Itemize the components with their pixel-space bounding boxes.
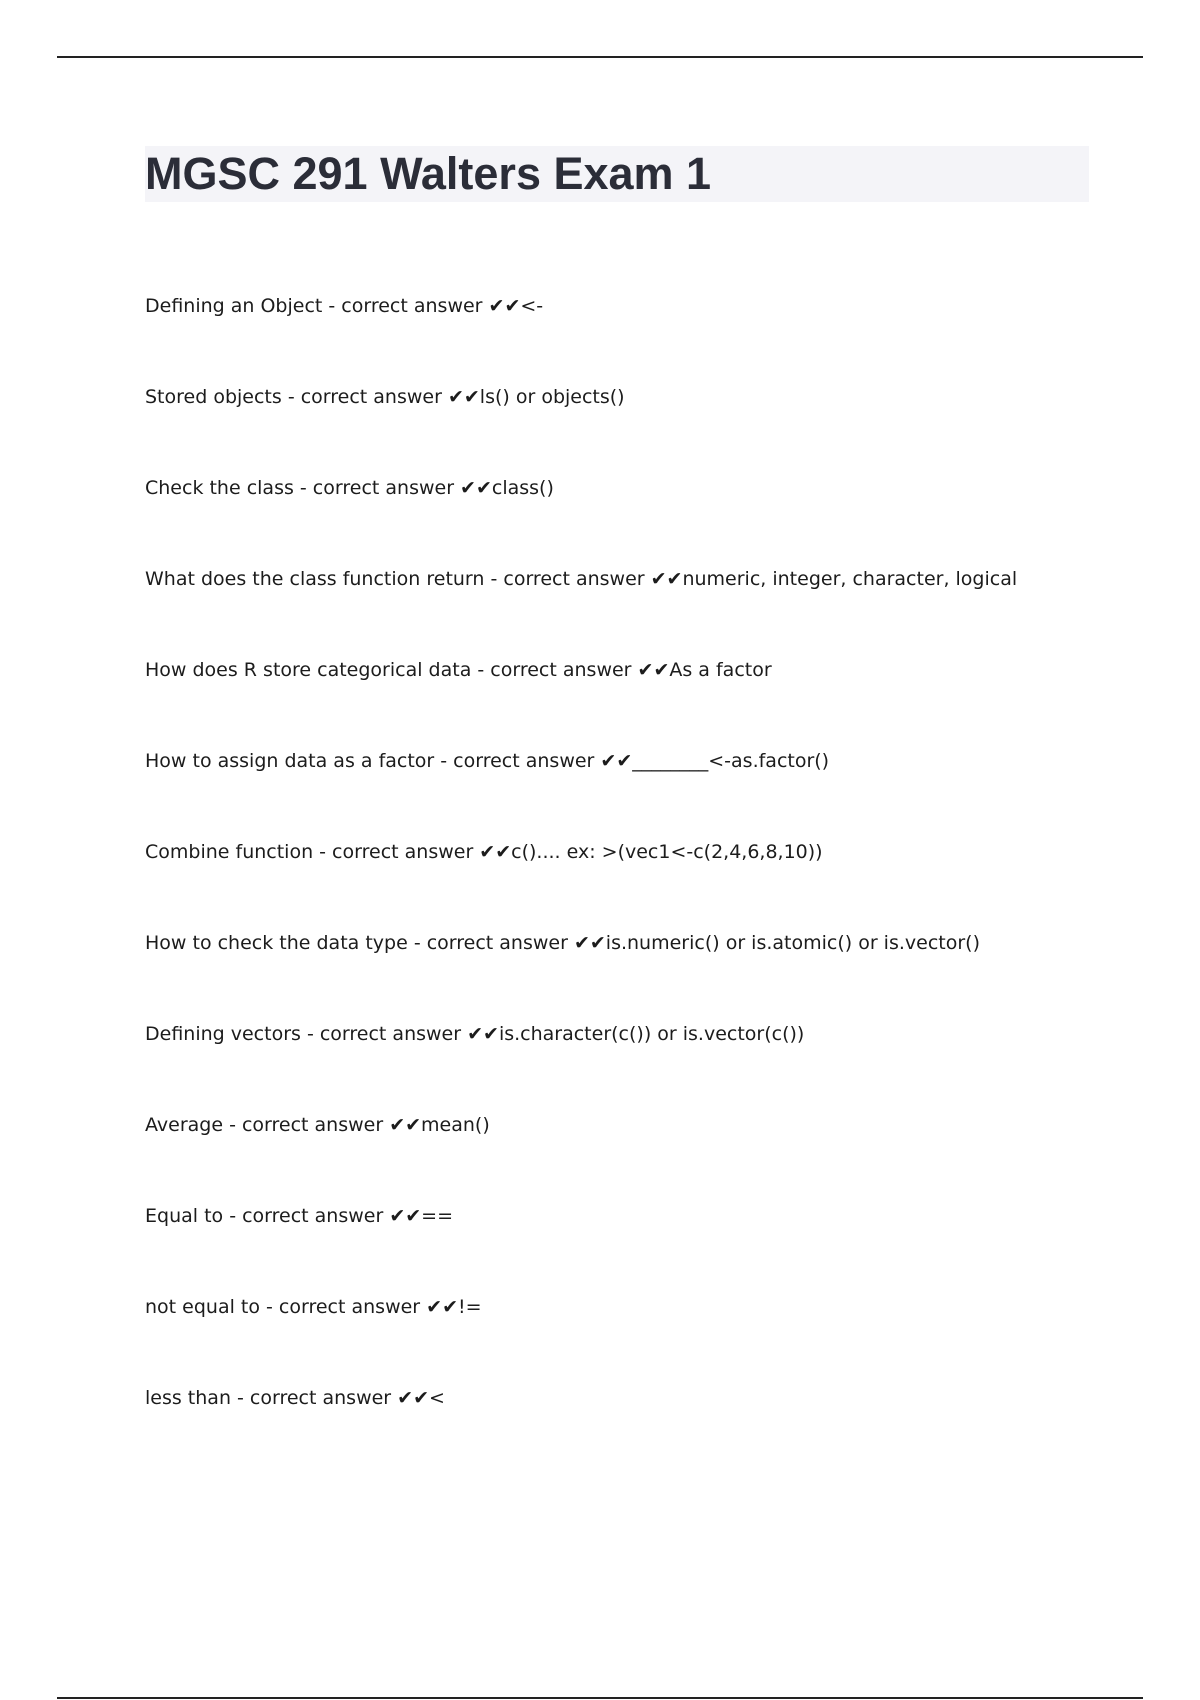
separator-text: - correct answer [471, 659, 638, 681]
separator-text: - correct answer [484, 568, 651, 590]
check-icon: ✔✔ [600, 750, 633, 772]
answer-text: != [458, 1296, 482, 1318]
check-icon: ✔✔ [573, 932, 606, 954]
list-item [145, 931, 1145, 1022]
list-item [145, 1386, 1145, 1477]
list-item [145, 658, 1145, 749]
answer-text: numeric, integer, character, logical [682, 568, 1018, 590]
separator-text: - correct answer [293, 477, 461, 499]
question-text: Defining vectors [145, 1023, 301, 1045]
check-icon: ✔✔ [460, 477, 492, 499]
answer-text: c().... ex: >(vec1<-c(2,4,6,8,10)) [511, 841, 823, 863]
question-text: Equal to [145, 1205, 224, 1227]
answer-text: class() [491, 477, 554, 499]
check-icon: ✔✔ [467, 1023, 499, 1045]
question-text: How to check the data type [145, 932, 408, 954]
question-text: How to assign data as a factor [145, 750, 435, 772]
title-block [145, 146, 1089, 202]
list-item [145, 385, 1145, 476]
separator-text: - correct answer [223, 1114, 390, 1136]
list-item [145, 1204, 1145, 1295]
list-item [145, 840, 1145, 931]
check-icon: ✔✔ [389, 1114, 422, 1136]
check-icon: ✔✔ [389, 1205, 422, 1227]
list-item [145, 1295, 1145, 1386]
list-item [145, 294, 1145, 385]
separator-text: - correct answer [281, 386, 448, 408]
check-icon: ✔✔ [650, 568, 683, 590]
check-icon: ✔✔ [479, 841, 512, 863]
question-text: How does R store categorical data [145, 659, 472, 681]
check-icon: ✔✔ [397, 1387, 429, 1409]
top-rule [57, 56, 1143, 58]
qa-list [145, 294, 1145, 1477]
list-item [145, 1113, 1145, 1204]
check-icon: ✔✔ [447, 386, 480, 408]
answer-text: is.character(c()) or is.vector(c()) [498, 1023, 805, 1045]
separator-text: - correct answer [230, 1387, 398, 1409]
bottom-rule [57, 1697, 1143, 1699]
list-item [145, 1022, 1145, 1113]
answer-text: < [429, 1387, 445, 1409]
list-item [145, 749, 1145, 840]
answer-text: ls() or objects() [479, 386, 625, 408]
answer-text: ________<-as.factor() [632, 750, 830, 772]
answer-text: is.numeric() or is.atomic() or is.vector() [605, 932, 980, 954]
check-icon: ✔✔ [426, 1296, 458, 1318]
question-text: Combine function [145, 841, 314, 863]
separator-text: - correct answer [259, 1296, 427, 1318]
separator-text: - correct answer [407, 932, 574, 954]
separator-text: - correct answer [223, 1205, 390, 1227]
separator-text: - correct answer [313, 841, 480, 863]
question-text: What does the class function return [145, 568, 485, 590]
separator-text: - correct answer [300, 1023, 468, 1045]
separator-text: - correct answer [434, 750, 601, 772]
answer-text: == [421, 1205, 454, 1227]
question-text: not equal to [145, 1296, 260, 1318]
question-text: Check the class [145, 477, 294, 499]
check-icon: ✔✔ [488, 295, 521, 317]
question-text: less than [145, 1387, 231, 1409]
list-item [145, 476, 1145, 567]
page-title: MGSC 291 Walters Exam 1 [145, 148, 712, 199]
separator-text: - correct answer [322, 295, 489, 317]
answer-text: <- [520, 295, 544, 317]
answer-text: As a factor [669, 659, 772, 681]
check-icon: ✔✔ [637, 659, 670, 681]
answer-text: mean() [421, 1114, 490, 1136]
question-text: Average [145, 1114, 224, 1136]
question-text: Stored objects [145, 386, 282, 408]
question-text: Defining an Object [145, 295, 323, 317]
list-item [145, 567, 1145, 658]
